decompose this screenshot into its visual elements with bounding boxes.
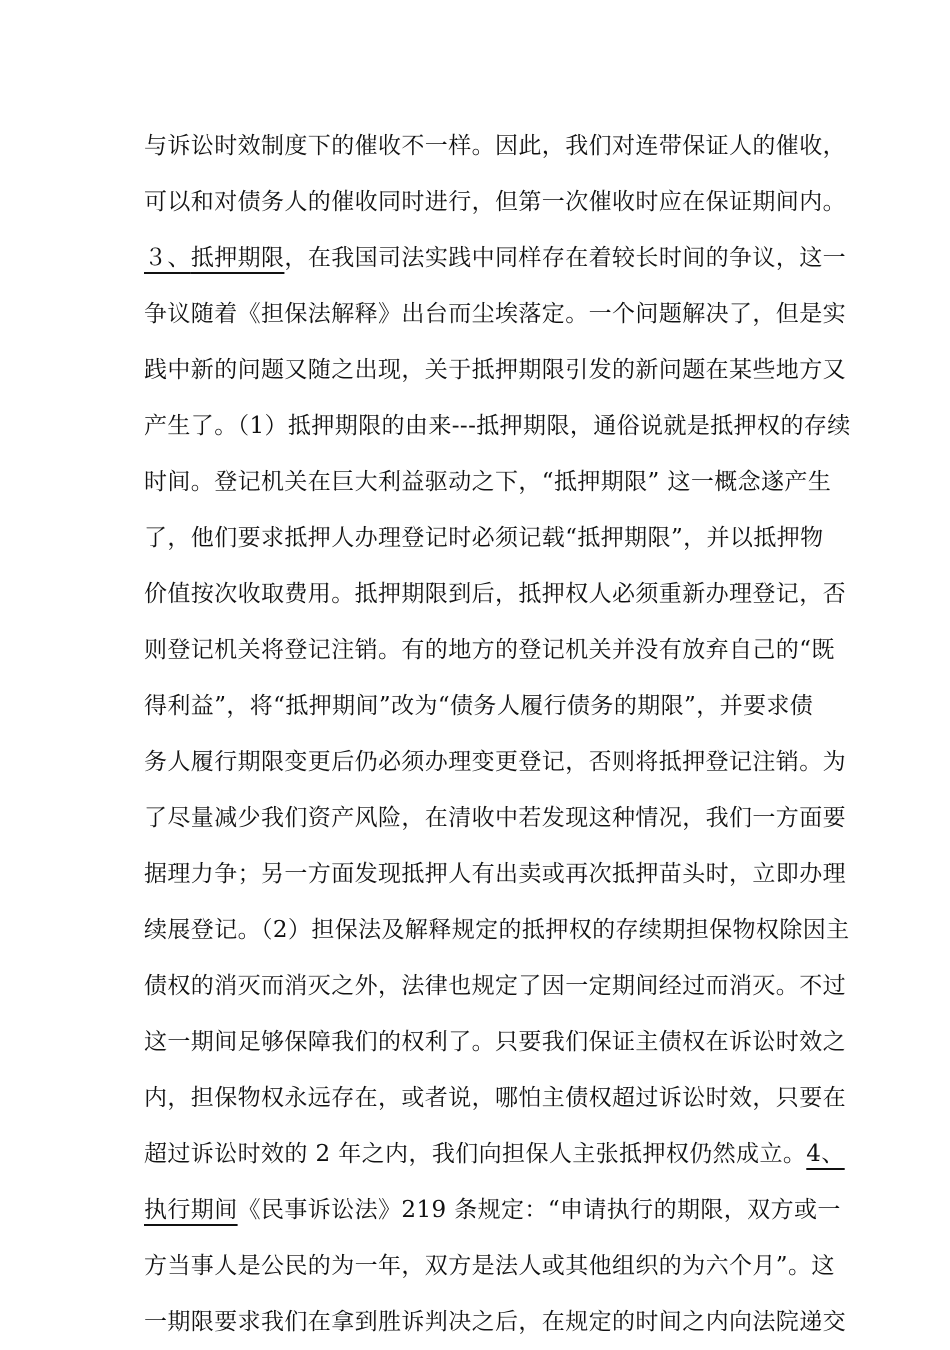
paragraph-line — [144, 1182, 841, 1238]
paragraph-line: 债权的消灭而消灭之外，法律也规定了因一定期间经过而消灭。不过 — [144, 973, 846, 999]
paragraph-line: 价值按次收取费用。抵押期限到后，抵押权人必须重新办理登记，否 — [144, 581, 846, 607]
paragraph-line: 方当事人是公民的为一年，双方是法人或其他组织的为六个月”。这 — [144, 1253, 835, 1279]
paragraph-line: 了，他们要求抵押人办理登记时必须记载“抵押期限”，并以抵押物 — [144, 525, 824, 551]
paragraph-line: 了尽量减少我们资产风险，在清收中若发现这种情况，我们一方面要 — [144, 805, 846, 831]
paragraph-line: 据理力争；另一方面发现抵押人有出卖或再次抵押苗头时，立即办理 — [144, 861, 846, 887]
line-text: 《民事诉讼法》219 条规定：“申请执行的期限，双方或一 — [237, 1197, 841, 1223]
section-4-title: 执行期间 — [144, 1197, 238, 1223]
paragraph-line: 践中新的问题又随之出现，关于抵押期限引发的新问题在某些地方又 — [144, 357, 846, 383]
section-3-number: ３、 — [144, 245, 191, 271]
paragraph-line: 务人履行期限变更后仍必须办理变更登记，否则将抵押登记注销。为 — [144, 749, 846, 775]
paragraph-line: 续展登记。（2）担保法及解释规定的抵押权的存续期担保物权除因主 — [144, 917, 850, 943]
section-3-text: ，在我国司法实践中同样存在着较长时间的争议，这一 — [284, 245, 847, 271]
paragraph-line: 得利益”，将“抵押期间”改为“债务人履行债务的期限”，并要求债 — [144, 693, 814, 719]
paragraph-line — [144, 1126, 845, 1182]
paragraph-line: 这一期间足够保障我们的权利了。只要我们保证主债权在诉讼时效之 — [144, 1029, 846, 1055]
paragraph-line: 一期限要求我们在拿到胜诉判决之后，在规定的时间之内向法院递交 — [144, 1309, 846, 1335]
paragraph-line — [144, 230, 847, 286]
line-text: 超过诉讼时效的 2 年之内，我们向担保人主张抵押权仍然成立。 — [144, 1141, 807, 1167]
paragraph-line: 争议随着《担保法解释》出台而尘埃落定。一个问题解决了，但是实 — [144, 301, 846, 327]
section-4-number: 4、 — [806, 1141, 845, 1167]
paragraph-line: 时间。登记机关在巨大利益驱动之下，“抵押期限” 这一概念遂产生 — [144, 469, 832, 495]
section-3-title: 抵押期限 — [190, 245, 285, 271]
paragraph-line: 可以和对债务人的催收同时进行，但第一次催收时应在保证期间内。 — [144, 189, 846, 215]
paragraph-line: 内，担保物权永远存在，或者说，哪怕主债权超过诉讼时效，只要在 — [144, 1085, 846, 1111]
paragraph-line: 产生了。（1）抵押期限的由来---抵押期限，通俗说就是抵押权的存续 — [144, 413, 851, 439]
paragraph-line: 与诉讼时效制度下的催收不一样。因此，我们对连带保证人的催收， — [144, 133, 846, 159]
document-body — [144, 118, 851, 1350]
paragraph-line: 则登记机关将登记注销。有的地方的登记机关并没有放弃自己的“既 — [144, 637, 835, 663]
